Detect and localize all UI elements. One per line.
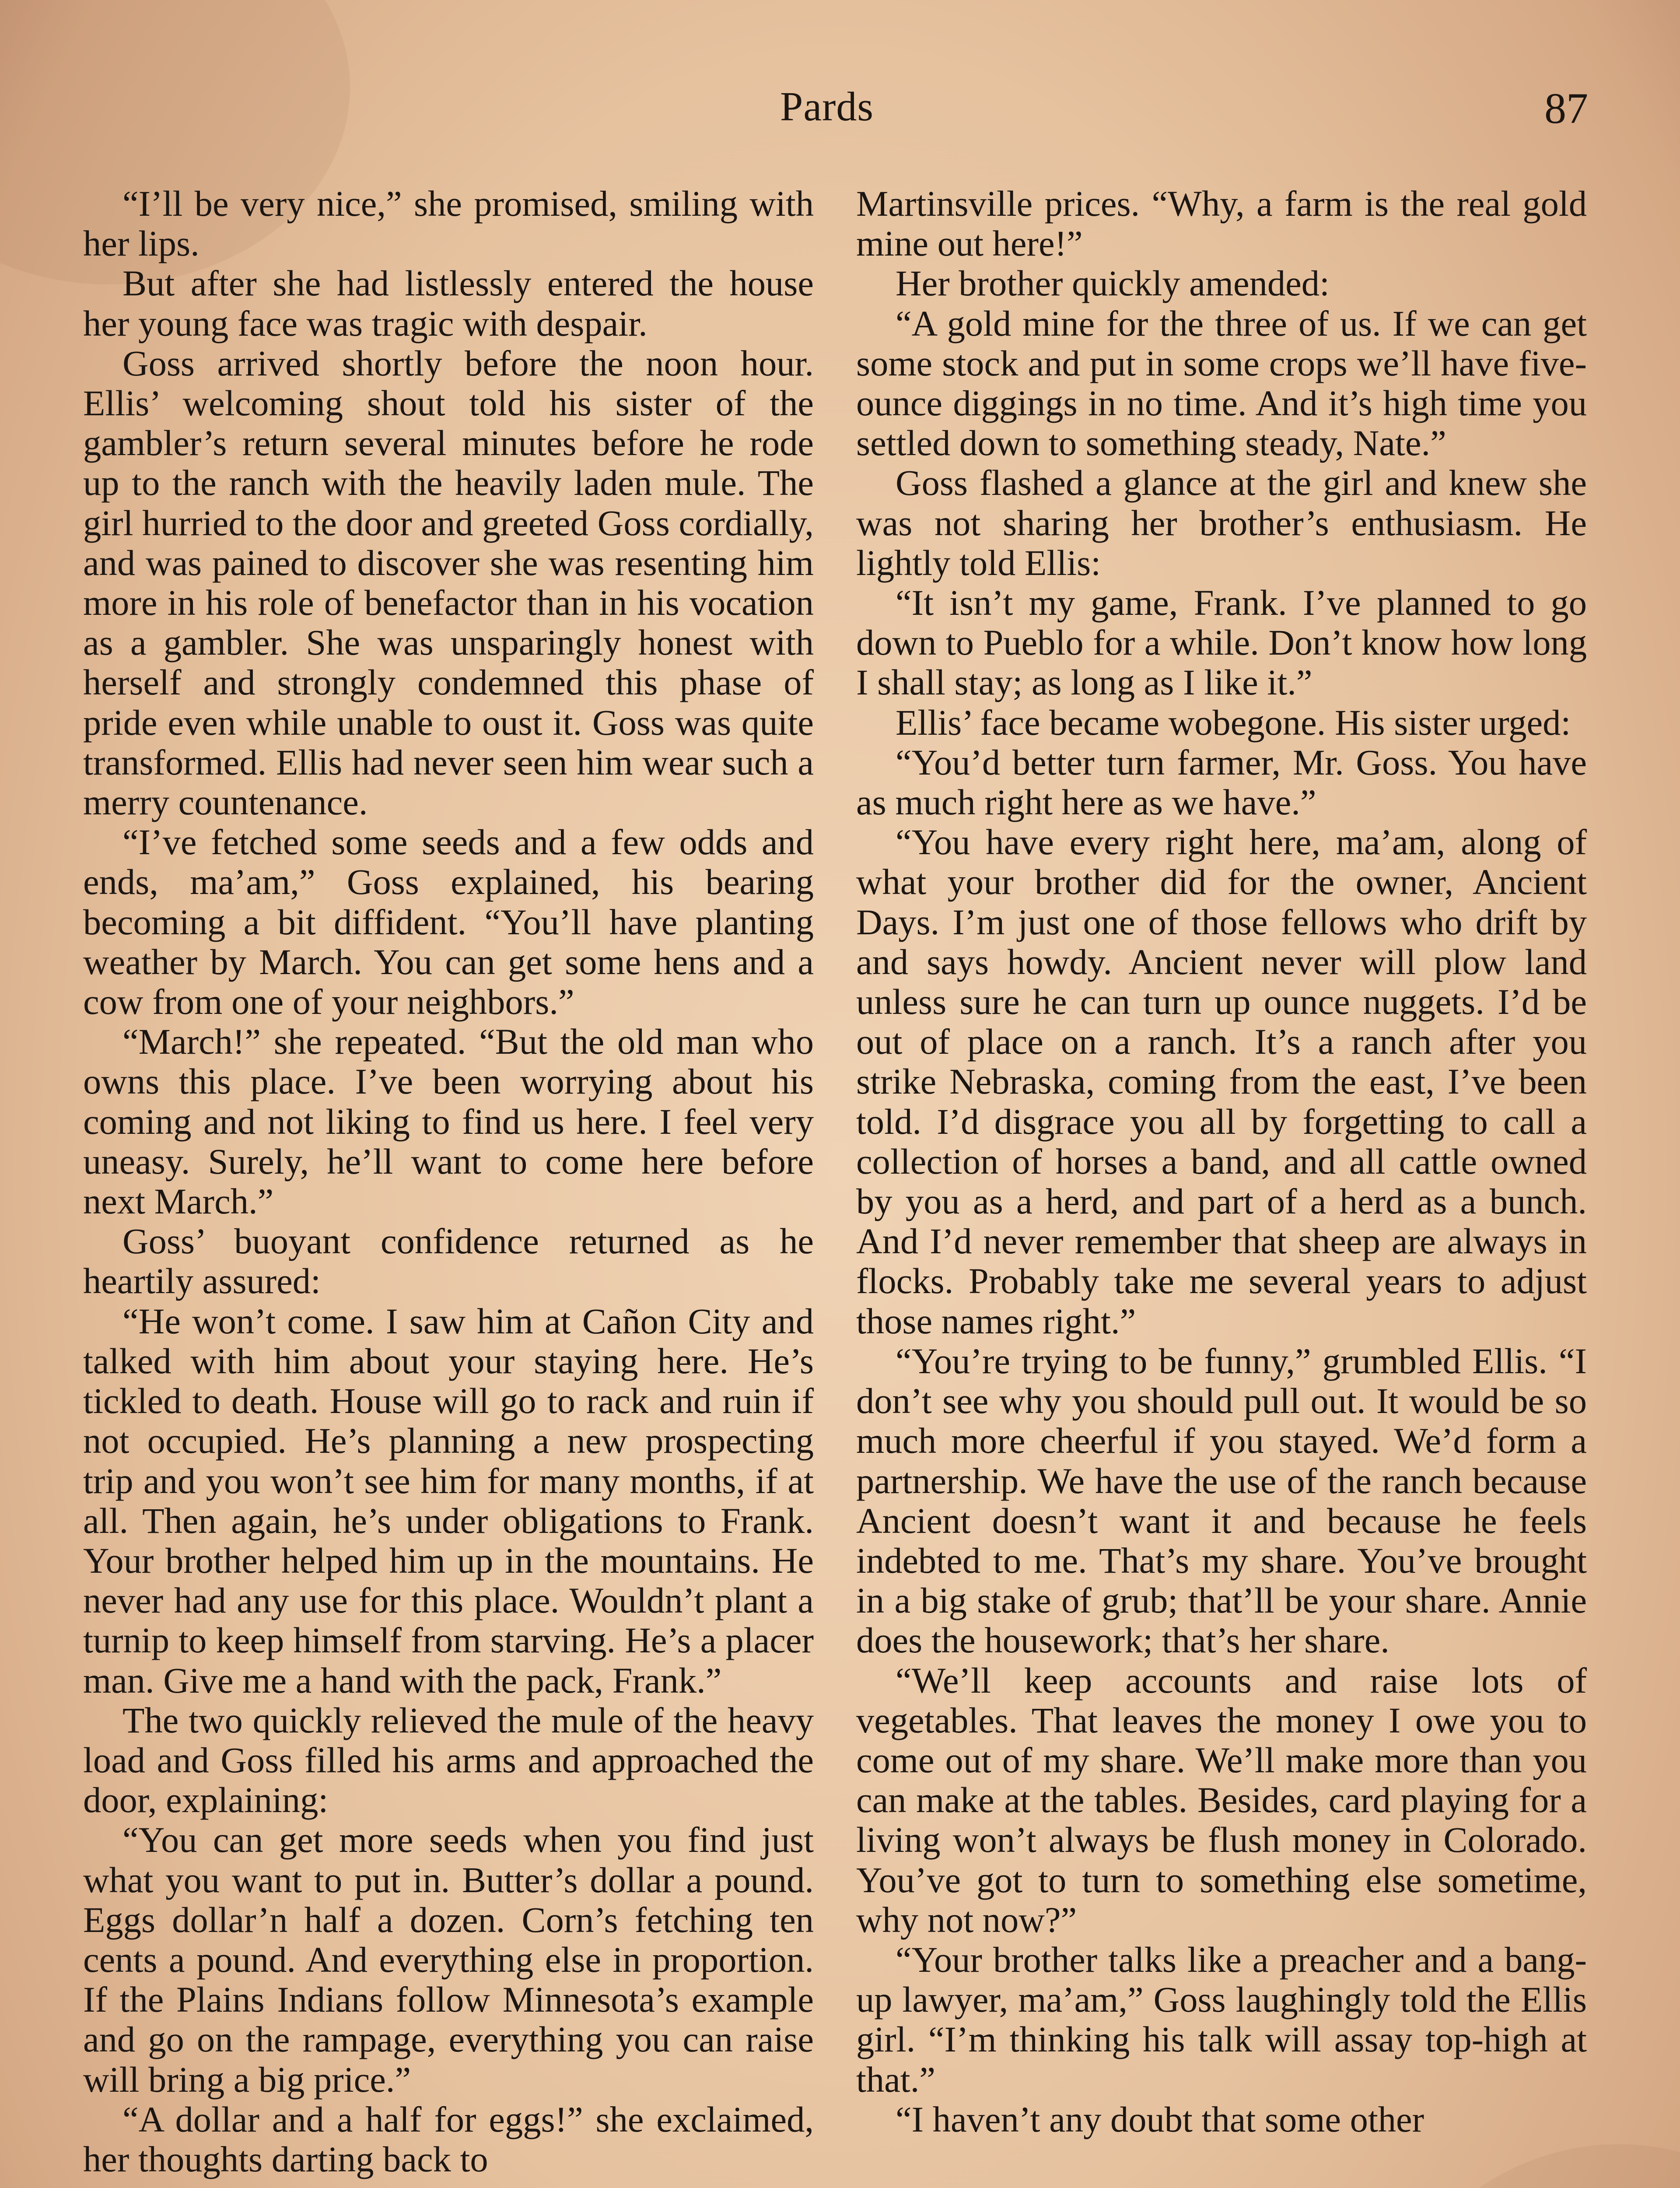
paragraph: “It isn’t my game, Frank. I’ve planned to go down to Pueblo for a while. Don’t know how long I shall stay; as long as I like it.” xyxy=(856,582,1587,703)
page-number: 87 xyxy=(1544,84,1588,133)
paragraph: The two quickly relieved the mule of the heavy load and Goss filled his arms and approached the door, explaining: xyxy=(83,1700,814,1820)
paragraph: “I’ll be very nice,” she promised, smiling with her lips. xyxy=(83,183,814,264)
page-header xyxy=(66,83,1588,144)
paragraph: “You’re trying to be funny,” grumbled Ellis. “I don’t see why you should pull out. It would be so much more cheerful if you stayed. We’d form a partnership. We have the use of the ranch because Ancient doesn’t want it and because he feels indebted to me. That’s my share. You’ve brought in a big stake of grub; that’ll be your share. Annie does the housework; that’s her share. xyxy=(856,1340,1587,1661)
paragraph: “You have every right here, ma’am, along of what your brother did for the owner, Ancient Days. I’m just one of those fellows who drift by and says howdy. Ancient never will plow land unless sure he can turn up ounce nuggets. I’d be out of place on a ranch. It’s a ranch after you strike Nebraska, coming from the east, I’ve been told. I’d disgrace you all by forgetting to call a collection of horses a band, and all cattle owned by you as a herd, and part of a herd as a bunch. And I’d never remember that sheep are always in flocks. Probably take me several years to adjust those names right.” xyxy=(856,822,1587,1341)
left-column xyxy=(83,184,814,2179)
paragraph: Goss arrived shortly before the noon hour. Ellis’ welcoming shout told his sister of the gambler’s return several minutes before he rode up to the ranch with the heavily laden mule. The girl hurried to the door and greeted Goss cordially, and was pained to discover she was resenting him more in his role of benefactor than in his vocation as a gambler. She was unsparingly honest with herself and strongly condemned this phase of pride even while unable to oust it. Goss was quite transformed. Ellis had never seen him wear such a merry countenance. xyxy=(83,343,814,823)
paragraph: “You’d better turn farmer, Mr. Goss. You have as much right here as we have.” xyxy=(856,742,1587,823)
paragraph: Her brother quickly amended: xyxy=(896,263,1330,304)
paragraph: Goss’ buoyant confidence returned as he heartily assured: xyxy=(83,1221,814,1301)
paragraph: “He won’t come. I saw him at Cañon City and talked with him about your staying here. He’s tickled to death. House will go to rack and ruin if not occupied. He’s planning a new prospecting trip and you won’t see him for many months, if at all. Then again, he’s under obligations to Frank. Your brother helped him up in the mountains. He never had any use for this place. Wouldn’t plant a turnip to keep himself from starving. He’s a placer man. Give me a hand with the pack, Frank.” xyxy=(83,1301,814,1701)
paragraph: “March!” she repeated. “But the old man who owns this place. I’ve been worrying about his coming and not liking to find us here. I feel very uneasy. Surely, he’ll want to come here before next March.” xyxy=(83,1021,814,1222)
right-column xyxy=(856,184,1587,2139)
paragraph: “A dollar and a half for eggs!” she exclaimed, her thoughts darting back to xyxy=(83,2099,814,2179)
paragraph: Ellis’ face became wobegone. His sister urged: xyxy=(896,702,1571,743)
paper-stain xyxy=(1356,2144,1680,2188)
paragraph: But after she had listlessly entered the house her young face was tragic with despair. xyxy=(83,263,814,344)
running-title: Pards xyxy=(780,84,874,130)
paragraph: Martinsville prices. “Why, a farm is the real gold mine out here!” xyxy=(856,183,1587,264)
paragraph: “A gold mine for the three of us. If we can get some stock and put in some crops we’ll have five-ounce diggings in no time. And it’s high time you settled down to something steady, Nate.” xyxy=(856,303,1587,463)
paragraph: “Your brother talks like a preacher and a bang-up lawyer, ma’am,” Goss laughingly told the Ellis girl. “I’m thinking his talk will assay top-high at that.” xyxy=(856,1939,1587,2100)
paragraph: “I’ve fetched some seeds and a few odds and ends, ma’am,” Goss explained, his bearing becoming a bit diffident. “You’ll have planting weather by March. You can get some hens and a cow from one of your neighbors.” xyxy=(83,822,814,1022)
paragraph: “I haven’t any doubt that some other xyxy=(896,2099,1424,2139)
paragraph: Goss flashed a glance at the girl and knew she was not sharing her brother’s enthusiasm. He lightly told Ellis: xyxy=(856,463,1587,583)
paragraph: “We’ll keep accounts and raise lots of vegetables. That leaves the money I owe you to come out of my share. We’ll make more than you can make at the tables. Besides, card playing for a living won’t always be flush money in Colorado. You’ve got to turn to something else sometime, why not now?” xyxy=(856,1660,1587,1940)
paragraph: “You can get more seeds when you find just what you want to put in. Butter’s dollar a pound. Eggs dollar’n half a dozen. Corn’s fetching ten cents a pound. And everything else in proportion. If the Plains Indians follow Minnesota’s example and go on the rampage, everything you can raise will bring a big price.” xyxy=(83,1820,814,2100)
